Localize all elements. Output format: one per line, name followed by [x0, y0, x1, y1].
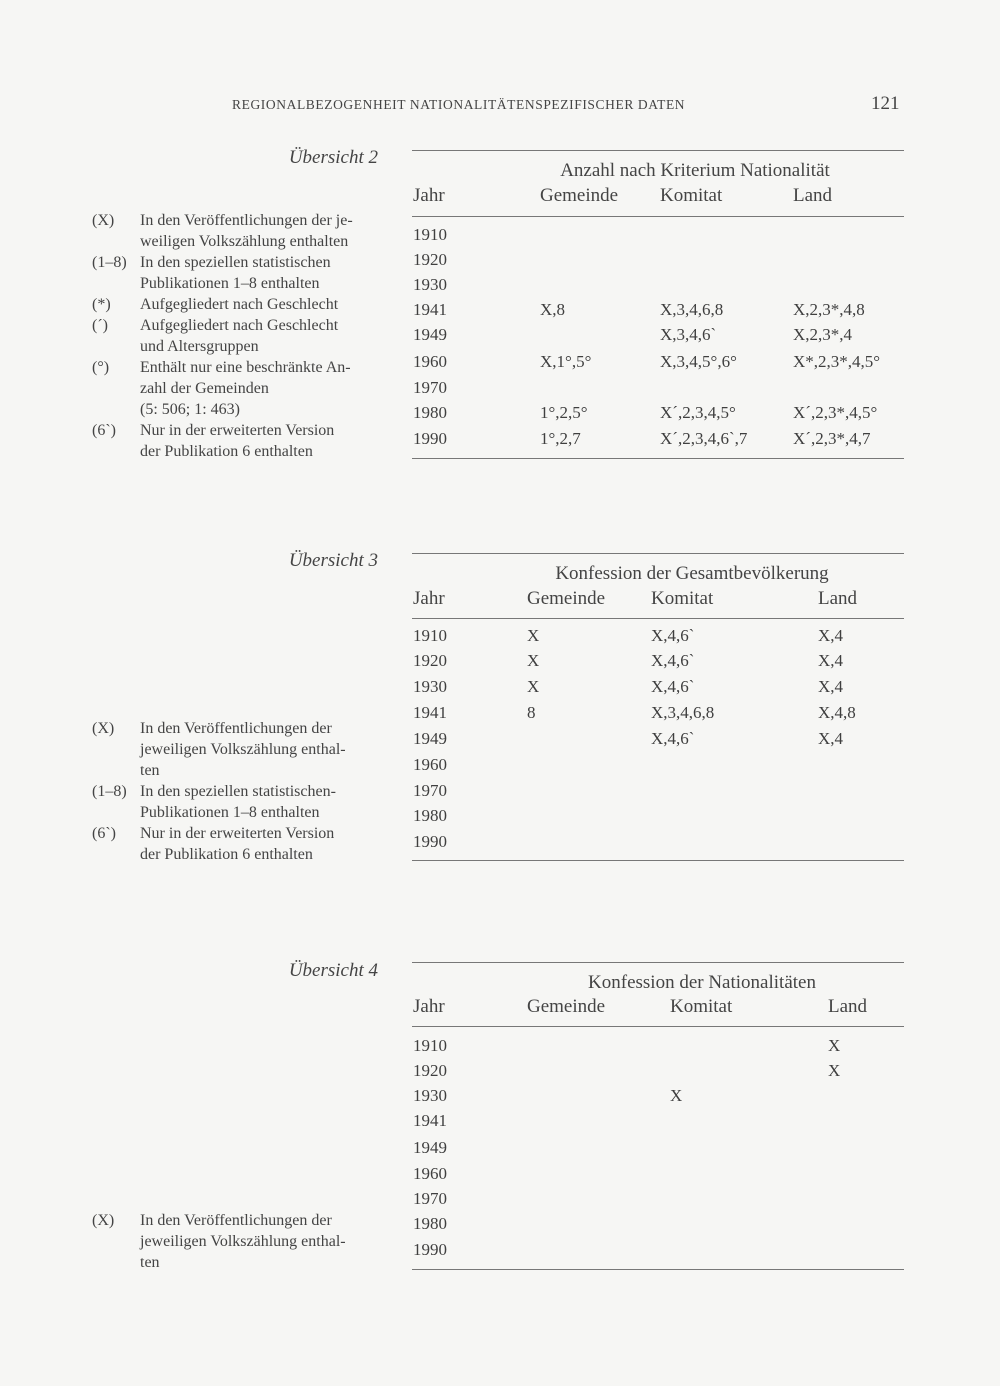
- legend-text: [140, 718, 385, 781]
- legend-text: [140, 294, 385, 315]
- table-cell: X: [527, 626, 540, 645]
- legend-symbol: (*): [92, 296, 111, 313]
- legend-text: [140, 420, 385, 462]
- table-top-rule: [412, 962, 904, 963]
- table-cell: X,2,3*,4,8: [793, 300, 865, 319]
- table-top-rule: [412, 150, 904, 151]
- legend-text: [140, 1210, 385, 1273]
- table-bottom-rule: [412, 860, 904, 861]
- legend-text: [140, 781, 385, 823]
- legend-text: [140, 252, 385, 294]
- legend-note: [92, 781, 385, 823]
- year-cell: 1960: [413, 352, 447, 371]
- legend-text-line: Aufgegliedert nach Geschlecht: [140, 296, 339, 313]
- table-cell: X,1°,5°: [540, 352, 592, 371]
- legend-text-line: jeweiligen Volkszählung enthal-: [140, 1233, 346, 1250]
- legend-text-line: Nur in der erweiterten Version: [140, 825, 335, 842]
- legend-text-line: In den Veröffentlichungen der je-: [140, 212, 353, 229]
- year-cell: 1990: [413, 832, 447, 851]
- overview2-caption: Anzahl nach Kriterium Nationalität: [560, 160, 830, 181]
- table-cell: X,3,4,5°,6°: [660, 352, 737, 371]
- legend-text: [140, 357, 385, 420]
- legend-text-line: In den speziellen statistischen-: [140, 783, 336, 800]
- table-header-rule: [412, 1026, 904, 1027]
- legend-symbol: (6`): [92, 825, 116, 842]
- legend-text-line: In den Veröffentlichungen der: [140, 720, 332, 737]
- table-cell: 1°,2,7: [540, 429, 581, 448]
- table-cell: X,4,6`: [651, 677, 695, 696]
- year-cell: 1941: [413, 1111, 447, 1130]
- year-cell: 1980: [413, 806, 447, 825]
- column-header-jahr: Jahr: [413, 588, 445, 609]
- year-cell: 1930: [413, 1086, 447, 1105]
- overview3-heading: Übersicht 3: [288, 550, 378, 571]
- table-cell: X,4,6`: [651, 729, 695, 748]
- legend-symbol: (1–8): [92, 254, 127, 271]
- legend-text-line: ten: [140, 1254, 160, 1271]
- legend-note: [92, 357, 385, 420]
- year-cell: 1960: [413, 755, 447, 774]
- table-cell: X: [828, 1061, 841, 1080]
- legend-symbol: (´): [92, 317, 108, 334]
- year-cell: 1980: [413, 1214, 447, 1233]
- legend-note: [92, 210, 385, 252]
- legend-note: [92, 823, 385, 865]
- legend-text: [140, 315, 385, 357]
- column-header-komitat: Komitat: [670, 996, 733, 1017]
- table-cell: 1°,2,5°: [540, 403, 588, 422]
- legend-note: [92, 252, 385, 294]
- year-cell: 1920: [413, 250, 447, 269]
- table-top-rule: [412, 553, 904, 554]
- table-cell: X: [527, 677, 540, 696]
- column-header-land: Land: [818, 588, 858, 609]
- year-cell: 1949: [413, 1138, 447, 1157]
- overview2-heading: Übersicht 2: [288, 147, 378, 168]
- legend-text-line: (5: 506; 1: 463): [140, 401, 240, 418]
- year-cell: 1970: [413, 781, 447, 800]
- column-header-land: Land: [793, 185, 833, 206]
- legend-text: [140, 823, 385, 865]
- page-number: 121: [871, 93, 900, 114]
- legend-note: [92, 294, 385, 315]
- legend-text-line: der Publikation 6 enthalten: [140, 846, 313, 863]
- table-cell: X´,2,3*,4,7: [793, 429, 871, 448]
- year-cell: 1930: [413, 677, 447, 696]
- column-header-land: Land: [828, 996, 868, 1017]
- table-bottom-rule: [412, 458, 904, 459]
- legend-symbol: (X): [92, 1212, 115, 1229]
- table-cell: X,4: [818, 729, 844, 748]
- legend-text-line: der Publikation 6 enthalten: [140, 443, 313, 460]
- legend-note: [92, 315, 385, 357]
- legend-text-line: ten: [140, 762, 160, 779]
- table-cell: X,4: [818, 677, 844, 696]
- column-header-jahr: Jahr: [413, 185, 445, 206]
- legend-note: [92, 718, 385, 781]
- legend-text-line: zahl der Gemeinden: [140, 380, 269, 397]
- overview4-caption: Konfession der Nationalitäten: [588, 972, 816, 993]
- year-cell: 1941: [413, 703, 447, 722]
- table-cell: X´,2,3*,4,5°: [793, 403, 878, 422]
- legend-text-line: In den Veröffentlichungen der: [140, 1212, 332, 1229]
- legend-text-line: Enthält nur eine beschränkte An-: [140, 359, 351, 376]
- year-cell: 1930: [413, 275, 447, 294]
- legend-note: [92, 1210, 385, 1273]
- table-cell: X,2,3*,4: [793, 325, 853, 344]
- year-cell: 1970: [413, 1189, 447, 1208]
- column-header-gemeinde: Gemeinde: [527, 588, 606, 609]
- year-cell: 1920: [413, 1061, 447, 1080]
- table-header-rule: [412, 618, 904, 619]
- table-cell: X,3,4,6,8: [660, 300, 724, 319]
- legend-text-line: Publikationen 1–8 enthalten: [140, 804, 320, 821]
- legend-symbol: (X): [92, 720, 115, 737]
- year-cell: 1990: [413, 429, 447, 448]
- table-cell: X,8: [540, 300, 566, 319]
- column-header-komitat: Komitat: [660, 185, 723, 206]
- table-cell: X,3,4,6`: [660, 325, 717, 344]
- legend-text-line: Publikationen 1–8 enthalten: [140, 275, 320, 292]
- legend-text-line: weiligen Volkszählung enthalten: [140, 233, 349, 250]
- year-cell: 1920: [413, 651, 447, 670]
- table-cell: X,4: [818, 651, 844, 670]
- year-cell: 1980: [413, 403, 447, 422]
- table-cell: X,3,4,6,8: [651, 703, 715, 722]
- table-cell: X*,2,3*,4,5°: [793, 352, 881, 371]
- year-cell: 1910: [413, 225, 447, 244]
- column-header-gemeinde: Gemeinde: [540, 185, 619, 206]
- year-cell: 1941: [413, 300, 447, 319]
- table-cell: X: [527, 651, 540, 670]
- year-cell: 1990: [413, 1240, 447, 1259]
- legend-note: [92, 420, 385, 462]
- year-cell: 1910: [413, 626, 447, 645]
- column-header-gemeinde: Gemeinde: [527, 996, 606, 1017]
- overview4-heading: Übersicht 4: [288, 960, 378, 981]
- table-cell: X,4,6`: [651, 651, 695, 670]
- year-cell: 1970: [413, 378, 447, 397]
- overview3-caption: Konfession der Gesamtbevölkerung: [555, 563, 829, 584]
- legend-text-line: In den speziellen statistischen: [140, 254, 331, 271]
- year-cell: 1910: [413, 1036, 447, 1055]
- year-cell: 1960: [413, 1164, 447, 1183]
- table-bottom-rule: [412, 1269, 904, 1270]
- column-header-jahr: Jahr: [413, 996, 445, 1017]
- year-cell: 1949: [413, 729, 447, 748]
- table-header-rule: [412, 216, 904, 217]
- table-cell: X: [828, 1036, 841, 1055]
- table-cell: X,4: [818, 626, 844, 645]
- legend-symbol: (X): [92, 212, 115, 229]
- table-cell: X´,2,3,4,5°: [660, 403, 736, 422]
- legend-symbol: (°): [92, 359, 110, 376]
- table-cell: X,4,8: [818, 703, 856, 722]
- legend-text: [140, 210, 385, 252]
- legend-symbol: (6`): [92, 422, 116, 439]
- year-cell: 1949: [413, 325, 447, 344]
- legend-text-line: Aufgegliedert nach Geschlecht: [140, 317, 339, 334]
- table-cell: 8: [527, 703, 536, 722]
- legend-text-line: jeweiligen Volkszählung enthal-: [140, 741, 346, 758]
- legend-text-line: und Altersgruppen: [140, 338, 259, 355]
- legend-text-line: Nur in der erweiterten Version: [140, 422, 335, 439]
- column-header-komitat: Komitat: [651, 588, 714, 609]
- table-cell: X: [670, 1086, 683, 1105]
- table-cell: X´,2,3,4,6`,7: [660, 429, 748, 448]
- running-head: REGIONALBEZOGENHEIT NATIONALITÄTENSPEZIFISCHER DATEN: [232, 97, 686, 112]
- table-cell: X,4,6`: [651, 626, 695, 645]
- legend-symbol: (1–8): [92, 783, 127, 800]
